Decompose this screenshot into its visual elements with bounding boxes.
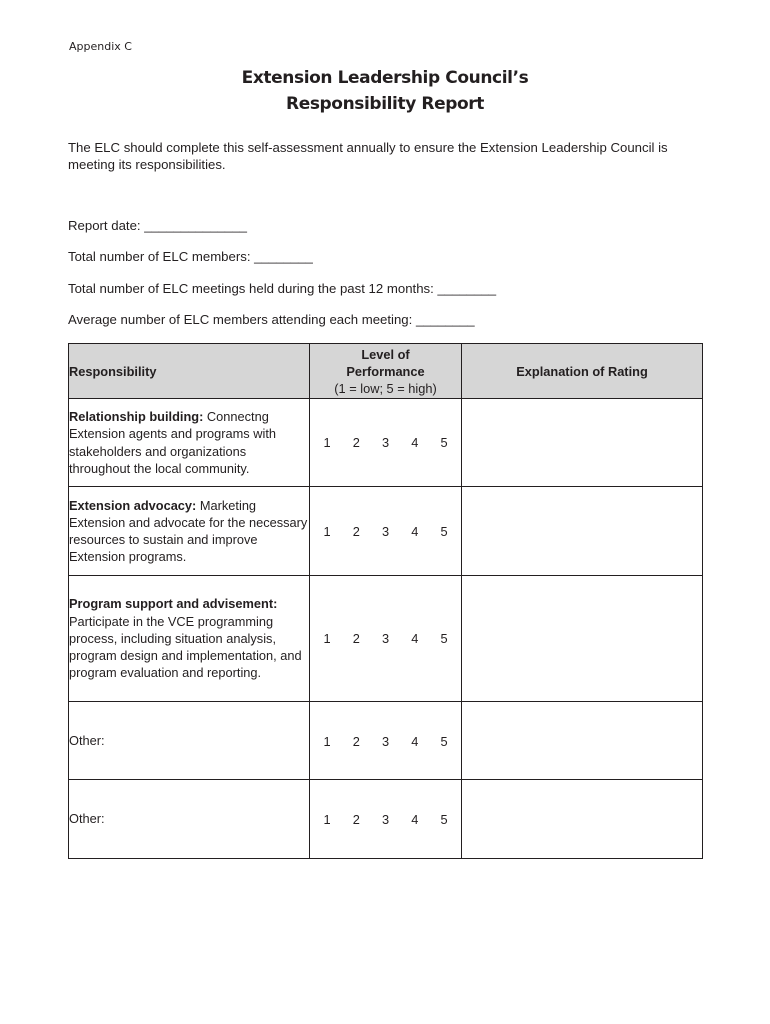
rating-option-1[interactable]: 1 <box>323 734 331 749</box>
rating-option-5[interactable]: 5 <box>440 812 448 827</box>
rating-option-5[interactable]: 5 <box>440 523 448 539</box>
header-level-line2: Performance <box>346 363 425 379</box>
page-title-line2: Responsibility Report <box>286 94 484 114</box>
rating-option-3[interactable]: 3 <box>381 734 390 749</box>
responsibility-text: Connectng Extension agents and programs with stakeholders and organizations throughout the local community. <box>69 409 276 476</box>
other-label: Other: <box>69 811 105 827</box>
header-explanation: Explanation of Rating <box>462 344 703 399</box>
explanation-cell[interactable] <box>462 576 703 702</box>
rating-option-4[interactable]: 4 <box>411 734 419 749</box>
responsibility-text: Marketing Extension and advocate for the necessary resources to sustain and improve Extension programs. <box>69 497 308 565</box>
header-level-line1: Level of <box>361 346 410 362</box>
table-row <box>69 399 703 487</box>
explanation-cell[interactable] <box>462 702 703 780</box>
table-row <box>69 780 703 859</box>
rating-option-3[interactable]: 3 <box>381 631 390 646</box>
rating-option-3[interactable]: 3 <box>381 812 390 827</box>
rating-option-2[interactable]: 2 <box>352 734 360 749</box>
intro-paragraph: The ELC should complete this self-assessment annually to ensure the Extension Leadership Council is meeting its responsibilities. <box>68 140 668 172</box>
rating-cell <box>310 702 462 780</box>
rating-option-4[interactable]: 4 <box>411 435 419 450</box>
table-header-row <box>69 344 703 399</box>
responsibility-cell <box>69 576 310 702</box>
responsibility-cell <box>69 399 310 487</box>
average-attendance-field[interactable]: Average number of ELC members attending each meeting: ________ <box>68 312 475 327</box>
rating-option-5[interactable]: 5 <box>440 734 448 749</box>
rating-option-4[interactable]: 4 <box>411 631 419 646</box>
responsibility-title: Program support and advisement: <box>69 596 278 612</box>
table-row <box>69 576 703 702</box>
responsibility-text: Participate in the VCE programming process, including situation analysis, program design and implementation, and program evaluation and reporting. <box>69 613 302 681</box>
rating-option-2[interactable]: 2 <box>352 631 360 646</box>
table-row <box>69 702 703 780</box>
header-responsibility: Responsibility <box>69 344 310 399</box>
explanation-cell[interactable] <box>462 487 703 576</box>
total-members-field[interactable]: Total number of ELC members: ________ <box>68 249 313 264</box>
other-label: Other: <box>69 732 105 748</box>
responsibility-title: Extension advocacy: <box>69 497 197 513</box>
header-level-scale: (1 = low; 5 = high) <box>334 380 437 396</box>
rating-option-4[interactable]: 4 <box>411 523 419 539</box>
rating-option-1[interactable]: 1 <box>323 631 331 646</box>
rating-cell <box>310 576 462 702</box>
explanation-cell[interactable] <box>462 780 703 859</box>
other-responsibility-cell[interactable] <box>69 702 310 780</box>
rating-cell <box>310 399 462 487</box>
responsibility-cell <box>69 487 310 576</box>
total-meetings-field[interactable]: Total number of ELC meetings held during the past 12 months: ________ <box>68 281 497 296</box>
rating-option-2[interactable]: 2 <box>352 435 360 450</box>
report-date-field[interactable]: Report date: ______________ <box>68 218 247 233</box>
rating-cell <box>310 487 462 576</box>
rating-option-1[interactable]: 1 <box>323 435 331 450</box>
rating-option-1[interactable]: 1 <box>323 812 331 827</box>
rating-option-4[interactable]: 4 <box>411 812 419 827</box>
header-level-of-performance <box>310 344 462 399</box>
responsibility-title: Relationship building: <box>69 409 204 425</box>
page-title-line1: Extension Leadership Council’s <box>241 68 529 88</box>
rating-option-3[interactable]: 3 <box>381 435 390 450</box>
rating-option-2[interactable]: 2 <box>352 812 360 827</box>
responsibility-table <box>68 343 703 859</box>
other-responsibility-cell[interactable] <box>69 780 310 859</box>
appendix-label: Appendix C <box>69 40 132 53</box>
rating-option-5[interactable]: 5 <box>440 631 448 646</box>
table-row <box>69 487 703 576</box>
rating-option-3[interactable]: 3 <box>381 523 390 539</box>
rating-option-1[interactable]: 1 <box>323 523 331 539</box>
rating-option-5[interactable]: 5 <box>440 435 448 450</box>
rating-cell <box>310 780 462 859</box>
explanation-cell[interactable] <box>462 399 703 487</box>
rating-option-2[interactable]: 2 <box>352 523 360 539</box>
